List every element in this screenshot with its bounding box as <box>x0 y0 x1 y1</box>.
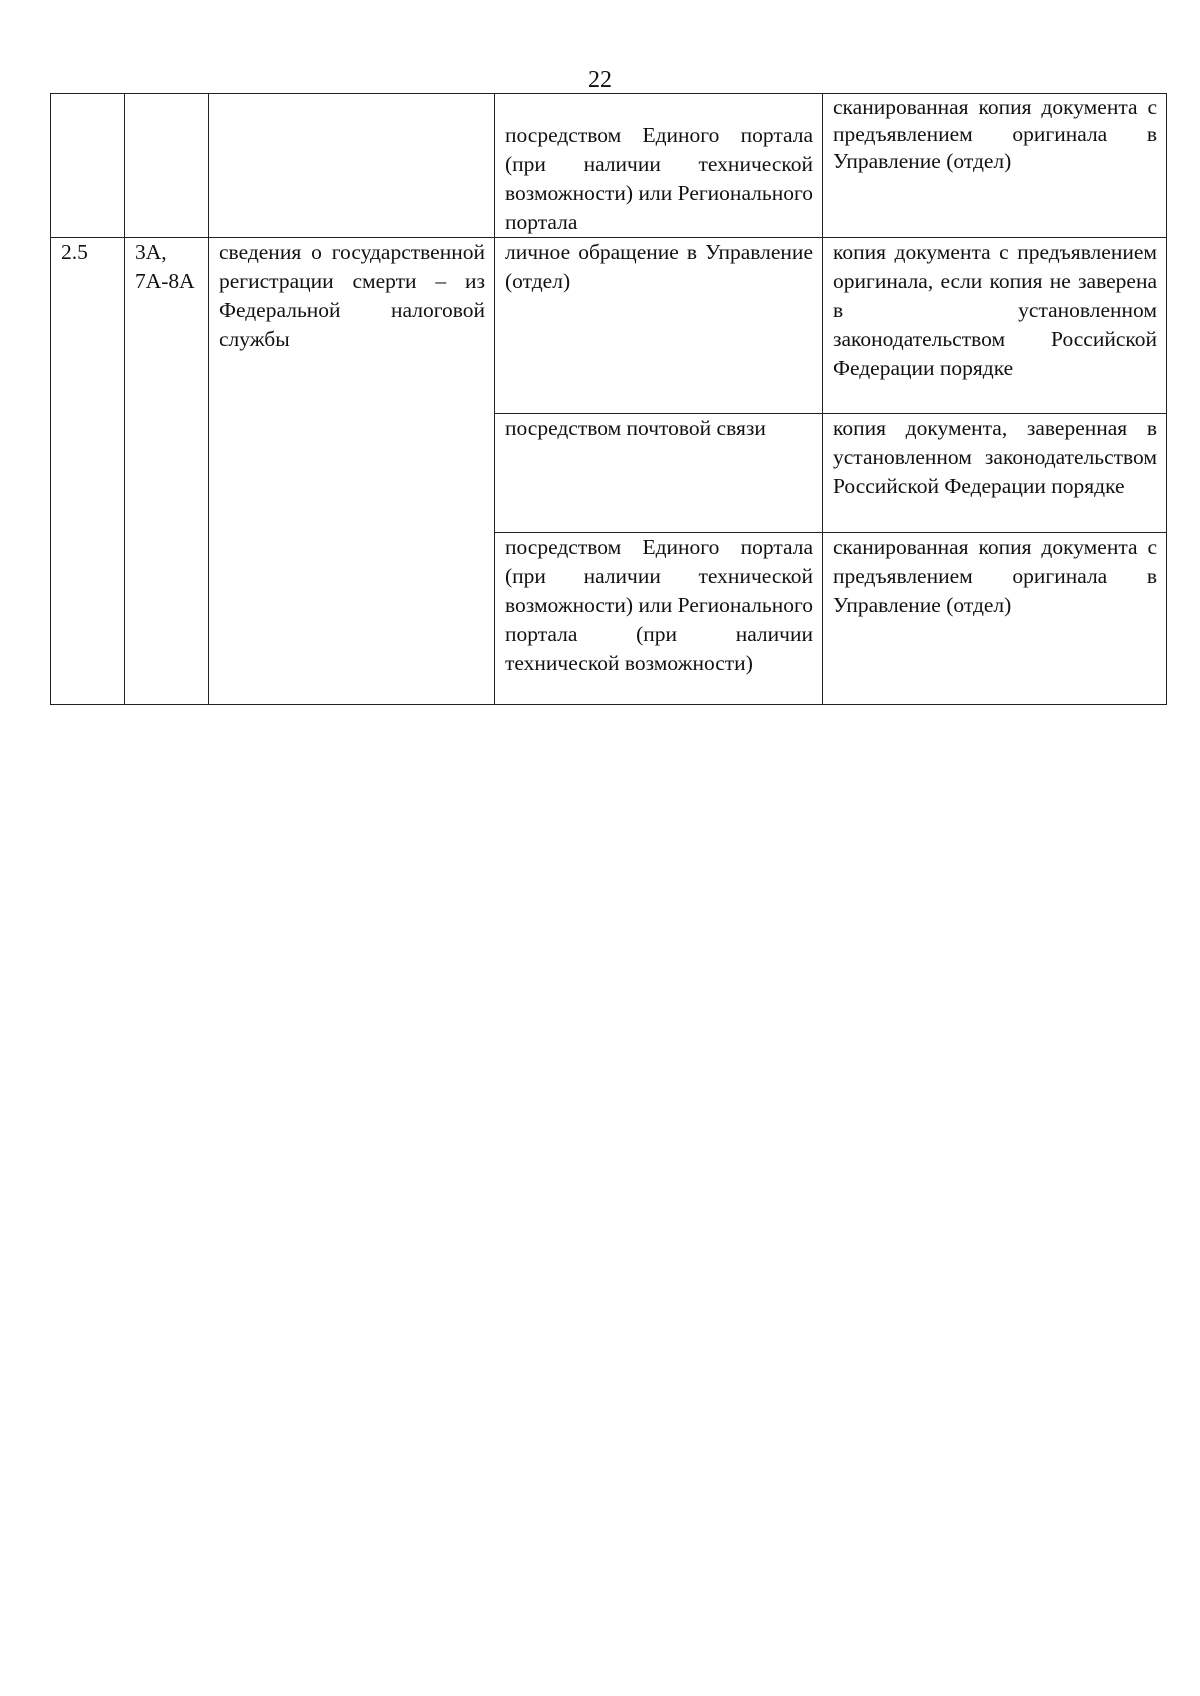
cell-info: сведения о государственной регистрации смерти – из Федеральной налоговой службы <box>209 238 495 705</box>
cell-code: 3А, 7А-8А <box>125 238 209 705</box>
table-row-2-5-personal <box>51 238 1167 414</box>
cell-method: посредством Единого портала (при наличии технической возможности) или Регионального портала <box>495 94 823 238</box>
cell-document: копия документа, заверенная в установленном законодательством Российской Федерации порядке <box>823 414 1167 533</box>
cell-number <box>51 94 125 238</box>
table-row-continued <box>51 94 1167 238</box>
cell-method: посредством Единого портала (при наличии технической возможности) или Регионального портала (при наличии технической возможности) <box>495 533 823 705</box>
documents-table <box>50 93 1167 705</box>
cell-method: посредством почтовой связи <box>495 414 823 533</box>
cell-document: сканированная копия документа с предъявлением оригинала в Управление (отдел) <box>823 94 1167 238</box>
page-number: 22 <box>588 67 612 93</box>
cell-info <box>209 94 495 238</box>
cell-document: копия документа с предъявлением оригинала, если копия не заверена в установленном законодательством Российской Федерации порядке <box>823 238 1167 414</box>
cell-code <box>125 94 209 238</box>
cell-document: сканированная копия документа с предъявлением оригинала в Управление (отдел) <box>823 533 1167 705</box>
cell-number: 2.5 <box>51 238 125 705</box>
cell-method: личное обращение в Управление (отдел) <box>495 238 823 414</box>
